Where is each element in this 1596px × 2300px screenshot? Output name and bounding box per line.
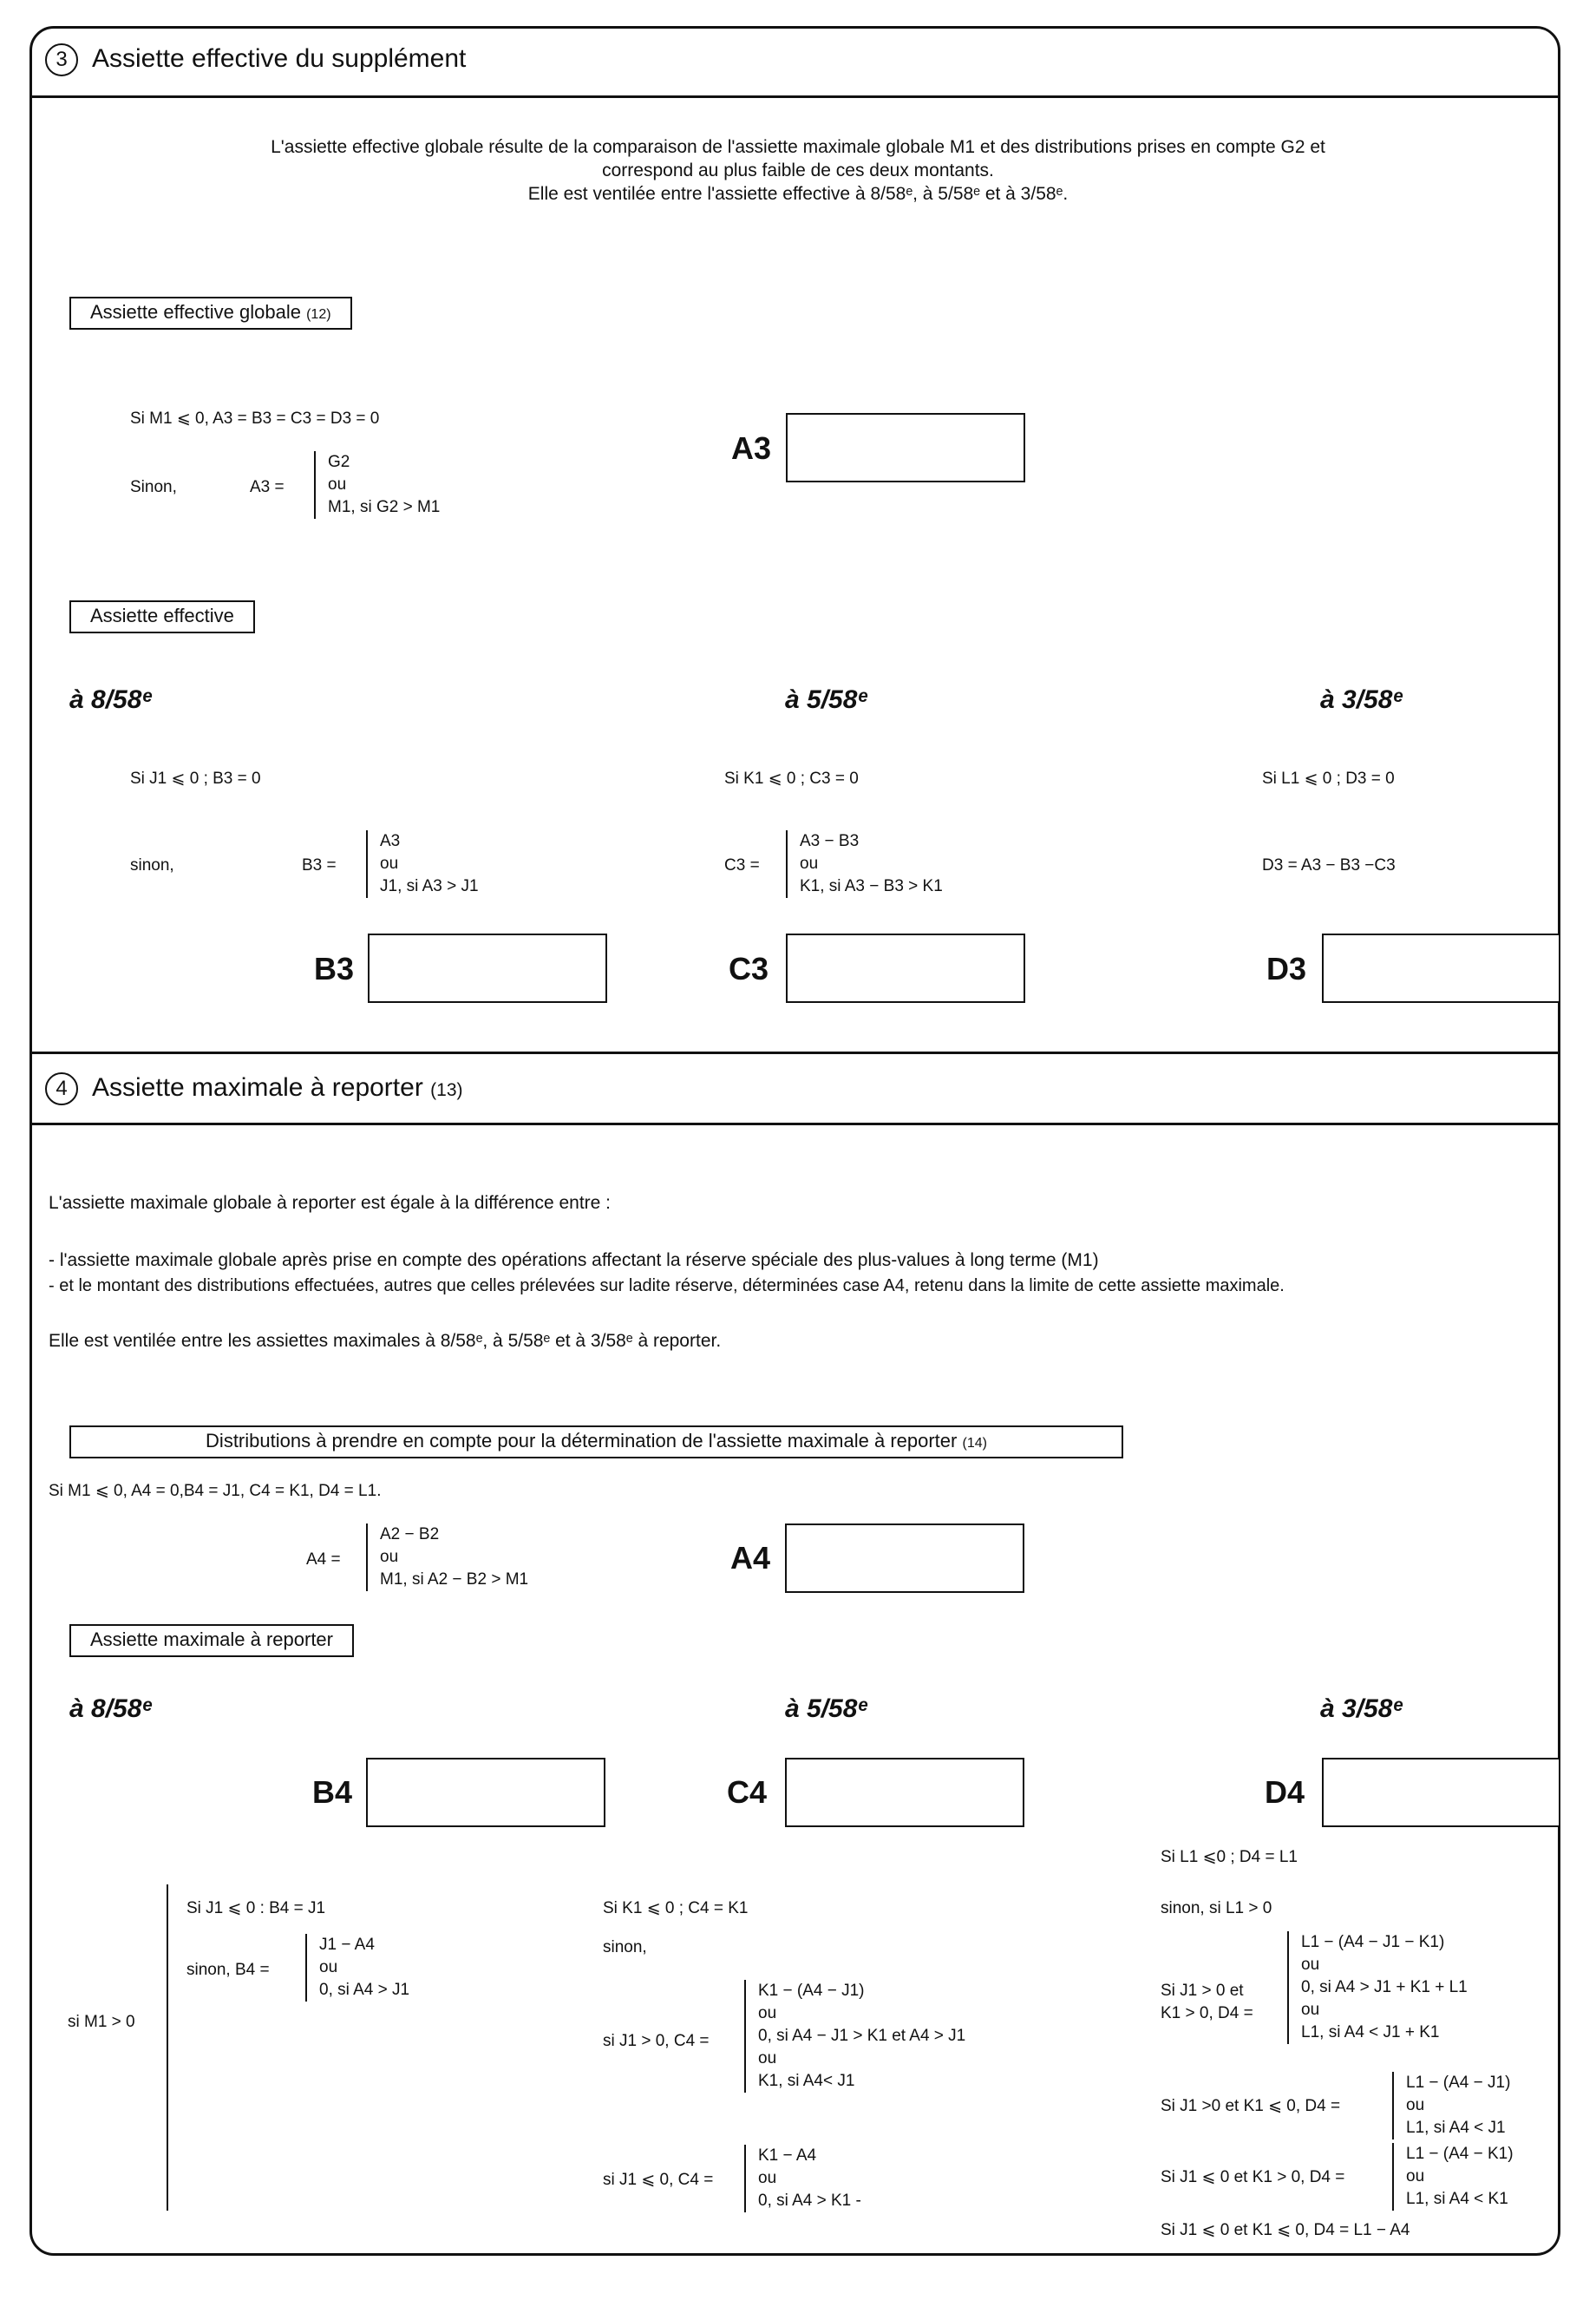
a3-label: A3 bbox=[731, 430, 772, 466]
option: G2 bbox=[328, 453, 350, 471]
option: L1 − (A4 − J1 − K1) bbox=[1301, 1933, 1445, 1951]
d4-case1-eq bbox=[1161, 1980, 1253, 2025]
d4-case1-options bbox=[1287, 1931, 1468, 2044]
option: M1, si G2 > M1 bbox=[328, 498, 441, 516]
label-text: Assiette effective globale bbox=[90, 301, 301, 323]
frac-5-58: à 5/58ᵉ bbox=[785, 685, 868, 714]
option: L1, si A4 < J1 bbox=[1406, 2119, 1506, 2137]
label-distributions bbox=[69, 1425, 1123, 1458]
c4-rule-zero: Si K1 ⩽ 0 ; C4 = K1 bbox=[603, 1899, 749, 1917]
frac-8-58: à 8/58ᵉ bbox=[69, 685, 153, 714]
b3-rule-zero: Si J1 ⩽ 0 ; B3 = 0 bbox=[130, 770, 261, 788]
a4-options bbox=[366, 1524, 528, 1591]
note-ref: (14) bbox=[962, 1436, 987, 1451]
intro-line: correspond au plus faible de ces deux montants. bbox=[602, 161, 994, 180]
section4-title bbox=[45, 1072, 463, 1105]
frac-3-58: à 3/58ᵉ bbox=[1320, 685, 1403, 714]
option: M1, si A2 − B2 > M1 bbox=[380, 1570, 529, 1589]
option: 0, si A4 − J1 > K1 et A4 > J1 bbox=[758, 2027, 966, 2045]
section4-p1: L'assiette maximale globale à reporter est égale à la différence entre : bbox=[49, 1193, 611, 1213]
label-assiette-maximale: Assiette maximale à reporter bbox=[69, 1624, 354, 1657]
option: ou bbox=[758, 2004, 777, 2022]
b4-rule-zero: Si J1 ⩽ 0 : B4 = J1 bbox=[186, 1899, 326, 1917]
c4-case2-eq: si J1 ⩽ 0, C4 = bbox=[603, 2171, 714, 2189]
section3-intro bbox=[95, 135, 1501, 206]
form-frame bbox=[29, 26, 1560, 2256]
d4-case2-eq: Si J1 >0 et K1 ⩽ 0, D4 = bbox=[1161, 2097, 1341, 2115]
section3-title bbox=[45, 43, 466, 76]
option: A3 bbox=[380, 832, 401, 850]
option: L1 − (A4 − J1) bbox=[1406, 2074, 1511, 2092]
option: L1, si A4 < J1 + K1 bbox=[1301, 2023, 1440, 2041]
option: A2 − B2 bbox=[380, 1525, 440, 1543]
option: L1, si A4 < K1 bbox=[1406, 2190, 1508, 2208]
option: ou bbox=[1406, 2167, 1425, 2185]
c4-case1-eq: si J1 > 0, C4 = bbox=[603, 2032, 710, 2050]
option: ou bbox=[1301, 1956, 1320, 1974]
b4-label: B4 bbox=[312, 1774, 353, 1810]
a3-eq: A3 = bbox=[250, 478, 285, 496]
a3-input-box[interactable] bbox=[786, 413, 1025, 482]
section3-number: 3 bbox=[45, 43, 78, 76]
b3-label: B3 bbox=[314, 951, 355, 986]
intro-line: L'assiette effective globale résulte de la comparaison de l'assiette maximale globale M1 et des distributions prises en compte G2 et bbox=[271, 137, 1325, 157]
option: K1 − (A4 − J1) bbox=[758, 1982, 865, 2000]
note-ref: (12) bbox=[306, 307, 331, 322]
d4-case3-eq: Si J1 ⩽ 0 et K1 > 0, D4 = bbox=[1161, 2168, 1345, 2186]
c4-label: C4 bbox=[727, 1774, 768, 1810]
c3-eq: C3 = bbox=[724, 856, 760, 875]
option: ou bbox=[380, 1548, 399, 1566]
section3-divider bbox=[29, 95, 1560, 98]
option: ou bbox=[380, 855, 399, 873]
d3-formula: D3 = A3 − B3 −C3 bbox=[1262, 856, 1396, 875]
frac-5-58: à 5/58ᵉ bbox=[785, 1694, 868, 1723]
b3-sinon: sinon, bbox=[130, 856, 174, 875]
c3-options bbox=[786, 830, 943, 898]
option: L1 − (A4 − K1) bbox=[1406, 2145, 1514, 2163]
label-text: Distributions à prendre en compte pour la détermination de l'assiette maximale à reporter bbox=[206, 1430, 958, 1451]
c3-input-box[interactable] bbox=[786, 934, 1025, 1003]
b4-options bbox=[305, 1934, 409, 2002]
b3-eq: B3 = bbox=[302, 856, 337, 875]
d4-input-box[interactable] bbox=[1322, 1758, 1560, 1827]
option: ou bbox=[800, 855, 819, 873]
d4-sinon: sinon, si L1 > 0 bbox=[1161, 1899, 1272, 1917]
section3-title-text: Assiette effective du supplément bbox=[92, 43, 467, 73]
condition-line: Si J1 > 0 et bbox=[1161, 1982, 1244, 2000]
d4-rule-zero: Si L1 ⩽0 ; D4 = L1 bbox=[1161, 1848, 1298, 1866]
section4-title-text: Assiette maximale à reporter bbox=[92, 1072, 423, 1102]
d3-input-box[interactable] bbox=[1322, 934, 1560, 1003]
b3-input-box[interactable] bbox=[368, 934, 607, 1003]
c4-case2-options bbox=[744, 2145, 861, 2212]
section4-p2b: - et le montant des distributions effectuées, autres que celles prélevées sur ladite réserve, déterminées case A4, retenu dans la limite de cette assiette maximale. bbox=[49, 1276, 1285, 1295]
option: A3 − B3 bbox=[800, 832, 860, 850]
d3-label: D3 bbox=[1266, 951, 1307, 986]
option: 0, si A4 > J1 + K1 + L1 bbox=[1301, 1978, 1468, 1996]
d4-label: D4 bbox=[1265, 1774, 1305, 1810]
section4-p2a: - l'assiette maximale globale après prise en compte des opérations affectant la réserve spéciale des plus-values à long terme (M1) bbox=[49, 1250, 1099, 1270]
b4-input-box[interactable] bbox=[366, 1758, 605, 1827]
frac-8-58: à 8/58ᵉ bbox=[69, 1694, 153, 1723]
option: K1, si A3 − B3 > K1 bbox=[800, 877, 943, 895]
a4-rule-zero: Si M1 ⩽ 0, A4 = 0,B4 = J1, C4 = K1, D4 = L1. bbox=[49, 1482, 382, 1500]
condition-line: K1 > 0, D4 = bbox=[1161, 2004, 1253, 2022]
option: ou bbox=[1301, 2001, 1320, 2019]
d4-case4: Si J1 ⩽ 0 et K1 ⩽ 0, D4 = L1 − A4 bbox=[1161, 2221, 1410, 2239]
b4-brace-line bbox=[167, 1884, 168, 2211]
d4-case3-options bbox=[1392, 2143, 1514, 2211]
intro-line: Elle est ventilée entre l'assiette effective à 8/58ᵉ, à 5/58ᵉ et à 3/58ᵉ. bbox=[527, 184, 1069, 204]
option: ou bbox=[319, 1958, 338, 1976]
a4-label: A4 bbox=[730, 1540, 771, 1576]
d4-case2-options bbox=[1392, 2072, 1510, 2139]
a3-rule-zero: Si M1 ⩽ 0, A3 = B3 = C3 = D3 = 0 bbox=[130, 410, 380, 428]
b4-sinon-eq: sinon, B4 = bbox=[186, 1961, 270, 1979]
section4-note-ref: (13) bbox=[430, 1079, 463, 1100]
section4-p3: Elle est ventilée entre les assiettes maximales à 8/58ᵉ, à 5/58ᵉ et à 3/58ᵉ à reporter. bbox=[49, 1331, 722, 1351]
c3-rule-zero: Si K1 ⩽ 0 ; C3 = 0 bbox=[724, 770, 859, 788]
option: ou bbox=[758, 2049, 777, 2067]
option: ou bbox=[1406, 2096, 1425, 2114]
label-assiette-effective-globale bbox=[69, 297, 352, 330]
a3-sinon: Sinon, bbox=[130, 478, 177, 496]
label-assiette-effective: Assiette effective bbox=[69, 600, 255, 633]
a3-options bbox=[314, 451, 440, 519]
option: ou bbox=[758, 2169, 777, 2187]
section4-divider bbox=[29, 1123, 1560, 1125]
frac-3-58: à 3/58ᵉ bbox=[1320, 1694, 1403, 1723]
option: 0, si A4 > K1 - bbox=[758, 2192, 861, 2210]
c3-label: C3 bbox=[729, 951, 769, 986]
option: ou bbox=[328, 475, 347, 494]
option: 0, si A4 > J1 bbox=[319, 1981, 410, 1999]
d3-rule-zero: Si L1 ⩽ 0 ; D3 = 0 bbox=[1262, 770, 1395, 788]
a4-eq: A4 = bbox=[306, 1550, 341, 1569]
b4-si-m1-positive: si M1 > 0 bbox=[68, 2013, 135, 2031]
section4-number: 4 bbox=[45, 1072, 78, 1105]
section-divider bbox=[29, 1052, 1560, 1054]
a4-input-box[interactable] bbox=[785, 1524, 1024, 1593]
c4-case1-options bbox=[744, 1980, 965, 2093]
c4-input-box[interactable] bbox=[785, 1758, 1024, 1827]
option: J1, si A3 > J1 bbox=[380, 877, 479, 895]
option: K1 − A4 bbox=[758, 2146, 817, 2165]
option: K1, si A4< J1 bbox=[758, 2072, 855, 2090]
b3-options bbox=[366, 830, 479, 898]
option: J1 − A4 bbox=[319, 1936, 375, 1954]
c4-sinon: sinon, bbox=[603, 1938, 647, 1956]
